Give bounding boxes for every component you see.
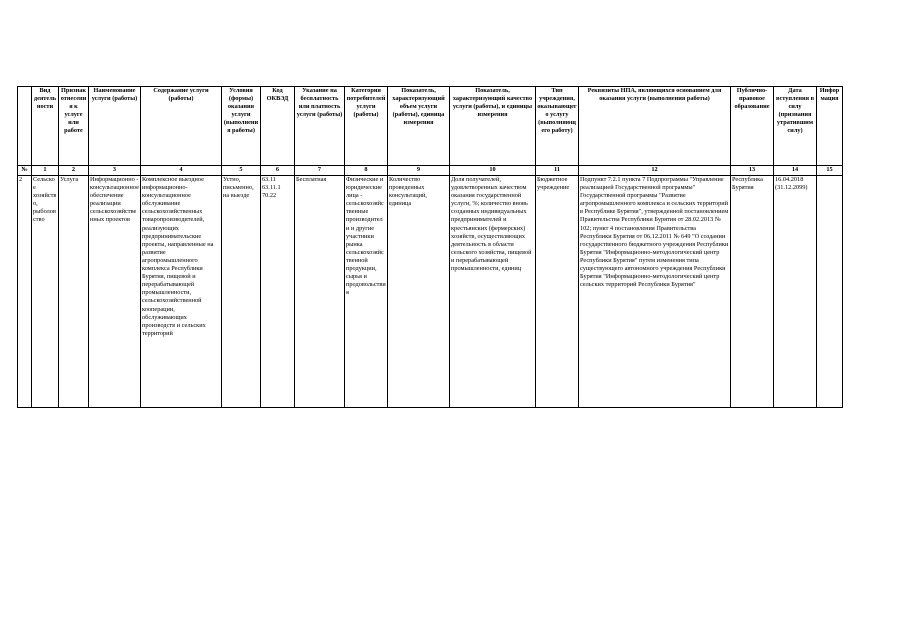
cell-service-name: Информационно - консультационное обеспечение реализации сельскохозяйственных проектов: [89, 176, 141, 408]
header-cell-volume-indicator: Показатель, характеризующий объем услуги (работы), единица измерения: [388, 87, 450, 166]
cell-information: [817, 176, 843, 408]
header-cell-activity-type: Вид деятельности: [32, 87, 59, 166]
header-row: [18, 87, 843, 166]
header-cell-okved: Код ОКВЭД: [261, 87, 295, 166]
cell-institution-type: Бюджетное учреждение: [536, 176, 579, 408]
registry-table: [17, 86, 843, 408]
header-cell-effective-date: Дата вступления в силу (признания утратившим силу): [774, 87, 817, 166]
column-number: 13: [731, 166, 774, 176]
column-number: 4: [141, 166, 222, 176]
cell-public-entity: Республика Бурятия: [731, 176, 774, 408]
column-number: 7: [295, 166, 345, 176]
column-number: 6: [261, 166, 295, 176]
column-number: 11: [536, 166, 579, 176]
header-cell-public-entity: Публично-правовое образование: [731, 87, 774, 166]
header-cell-number: [18, 87, 32, 166]
cell-row-number: 2: [18, 176, 32, 408]
column-number: 2: [59, 166, 89, 176]
cell-service-content: Комплексное выездное информационно-консультационное обслуживание сельскохозяйственных товаропроизводителей, реализующих предпринимательские проекты, направленные на развитие агропромышленного комплекса Республики Бурятия, пищевой и перерабатывающей промышленности, сельскохозяйственной кооперации, обслуживающих производств и сельских территорий: [141, 176, 222, 408]
column-number: 9: [388, 166, 450, 176]
column-number: 8: [345, 166, 388, 176]
cell-volume-indicator: Количество проведенных консультаций, единица: [388, 176, 450, 408]
column-number: 3: [89, 166, 141, 176]
cell-conditions: Устно, письменно, на выезде: [222, 176, 261, 408]
column-number: 12: [579, 166, 731, 176]
table-row: [18, 176, 843, 408]
column-number: 1: [32, 166, 59, 176]
header-cell-payment: Указание на бесплатность или платность услуги (работы): [295, 87, 345, 166]
cell-payment: Бесплатная: [295, 176, 345, 408]
header-cell-quality-indicator: Показатель, характеризующий качество услуги (работы), и единицы измерения: [450, 87, 536, 166]
column-number: 10: [450, 166, 536, 176]
header-cell-information: Информация: [817, 87, 843, 166]
column-number-row: [18, 166, 843, 176]
cell-effective-date: 16.04.2018 (31.12.2099): [774, 176, 817, 408]
cell-legal-acts: Подпункт 7.2.1 пункта 7 Подпрограммы "Управление реализацией Государственной программы" Государственной программы "Развитие агропромышленного комплекса и сельских территорий в Республике Бурятия", утвержденной постановлением Правительства Республики Бурятия от 28.02.2013 № 102; пункт 4 постановления Правительства Республики Бурятия от 06.12.2011 № 649 "О создании государственного бюджетного учреждения Республики Бурятия "Информационно-методологический центр Республики Бурятия" путем изменения типа существующего автономного учреждения Республики Бурятия "Информационно-методологический центр сельских территорий Республики Бурятия": [579, 176, 731, 408]
header-cell-legal-acts: Реквизиты НПА, являющихся основанием для оказания услуги (выполнения работы): [579, 87, 731, 166]
header-cell-consumers: Категория потребителей услуги (работы): [345, 87, 388, 166]
header-cell-service-sign: Признак отнесения к услуге или работе: [59, 87, 89, 166]
cell-okved: 63.11 63.11.1 70.22: [261, 176, 295, 408]
cell-quality-indicator: Доля получателей, удовлетворенных качеством оказания государственной услуги, %; количество вновь созданных индивидуальных предпринимателей и крестьянских (фермерских) хозяйств, осуществляющих деятельность в области сельского хозяйства, пищевой и перерабатывающей промышленности, единиц: [450, 176, 536, 408]
header-cell-service-content: Содержание услуги (работы): [141, 87, 222, 166]
header-cell-institution-type: Тип учреждения, оказывающего услугу (выполняющего работу): [536, 87, 579, 166]
header-cell-service-name: Наименование услуги (работы): [89, 87, 141, 166]
cell-consumers: Физические и юридические лица - сельскохозяйственные производители и другие участники рынка сельскохозяйственной продукции, сырья и продовольствия: [345, 176, 388, 408]
column-number: 5: [222, 166, 261, 176]
header-cell-conditions: Условия (формы) оказания услуги (выполнения работы): [222, 87, 261, 166]
column-number: 14: [774, 166, 817, 176]
column-number: 15: [817, 166, 843, 176]
cell-activity-type: Сельское хозяйство, рыболовство: [32, 176, 59, 408]
cell-service-sign: Услуга: [59, 176, 89, 408]
column-number: №: [18, 166, 32, 176]
